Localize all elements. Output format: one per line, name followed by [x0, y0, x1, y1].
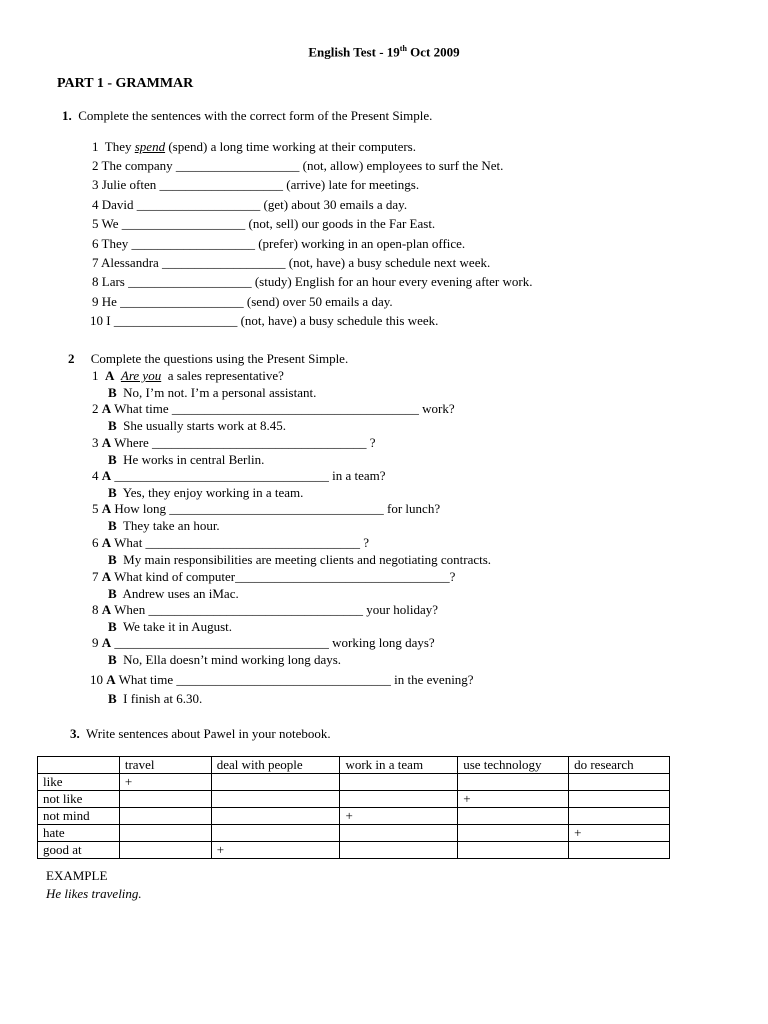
q2-example-b: B No, I’m not. I’m a personal assistant.	[108, 385, 317, 400]
table-header-cell	[38, 757, 120, 774]
table-cell	[119, 842, 211, 859]
table-row	[38, 825, 670, 842]
speaker-a-label: A	[101, 501, 112, 516]
q2-item-answer	[108, 652, 341, 668]
table-row	[38, 808, 670, 825]
table-header-cell: deal with people	[211, 757, 340, 774]
q2-item-b-text: I finish at 6.30.	[123, 691, 203, 706]
table-cell	[458, 774, 569, 791]
q2-item-question	[92, 602, 438, 618]
q2-item-answer	[108, 452, 264, 468]
table-cell	[458, 825, 569, 842]
q2-item-a-text: Where _________________________________ ?	[114, 435, 376, 450]
table-header-cell: use technology	[458, 757, 569, 774]
speaker-a-label: A	[101, 569, 112, 584]
q2-item-question	[92, 435, 376, 451]
q2-item-answer	[108, 691, 202, 707]
q2-item-question	[92, 468, 386, 484]
table-row	[38, 842, 670, 859]
speaker-a-label: A	[101, 401, 112, 416]
q2-item-a-text: How long _________________________________ for lunch?	[114, 501, 441, 516]
speaker-b-label: B	[108, 452, 117, 467]
q2-item-a-text: What time ______________________________________ work?	[114, 401, 455, 416]
speaker-a-label: A	[106, 672, 116, 687]
q2-item-number: 7	[92, 569, 99, 584]
q2-item-number: 3	[92, 435, 99, 450]
speaker-b-label: B	[108, 619, 117, 634]
speaker-a-label: A	[101, 602, 112, 617]
table-cell: +	[211, 842, 340, 859]
q2-item-b-text: She usually starts work at 8.45.	[123, 418, 287, 433]
q2-item-answer	[108, 586, 239, 602]
q1-item: 9 He ___________________ (send) over 50 emails a day.	[92, 293, 393, 309]
q2-item-answer	[108, 485, 303, 501]
q1-item: 5 We ___________________ (not, sell) our goods in the Far East.	[92, 216, 436, 232]
speaker-b-label: B	[108, 552, 117, 567]
q2-item-a-text: When _________________________________ your holiday?	[114, 602, 439, 617]
table-cell	[340, 825, 458, 842]
speaker-b-label: B	[108, 485, 117, 500]
row-label-cell: hate	[38, 825, 120, 842]
speaker-a-label: A	[101, 468, 112, 483]
table-cell: +	[458, 791, 569, 808]
speaker-b-label: B	[108, 691, 117, 706]
example-label: EXAMPLE	[46, 868, 108, 883]
q2-item-number: 2	[92, 401, 99, 416]
table-header-cell: work in a team	[340, 757, 458, 774]
q2-item-question	[92, 401, 455, 417]
table-row	[38, 791, 670, 808]
q2-item-b-text: They take an hour.	[122, 518, 220, 533]
speaker-b-label: B	[108, 418, 117, 433]
q2-item-number: 9	[92, 635, 99, 650]
section-heading: PART 1 - GRAMMAR	[57, 76, 194, 91]
q2-item-number: 4	[92, 468, 99, 483]
q2-item-b-text: We take it in August.	[122, 619, 233, 634]
q2-item-question	[90, 672, 474, 688]
table-cell: +	[119, 774, 211, 791]
q2-item-a-text: _________________________________ in a team?	[114, 468, 386, 483]
q2-item-question	[92, 535, 369, 551]
q1-item: 2 The company ___________________ (not, allow) employees to surf the Net.	[92, 158, 504, 173]
table-cell	[569, 808, 670, 825]
q2-item-answer	[108, 418, 286, 434]
q2-item-b-text: Andrew uses an iMac.	[122, 586, 239, 601]
row-label-cell: not like	[38, 791, 120, 808]
q1-item: 4 David ___________________ (get) about 30 emails a day.	[92, 196, 408, 212]
table-row	[38, 774, 670, 791]
row-label-cell: not mind	[38, 808, 120, 825]
q2-item-answer	[108, 619, 232, 635]
table-cell	[458, 842, 569, 859]
q2-item-a-text: What time _________________________________ in the evening?	[118, 672, 474, 687]
q2-item-number: 8	[92, 602, 99, 617]
speaker-a-label: A	[101, 635, 112, 650]
q1-item: 10 I ___________________ (not, have) a busy schedule this week.	[90, 313, 439, 329]
q2-item-b-text: My main responsibilities are meeting clients and negotiating contracts.	[123, 552, 492, 567]
q2-item-b-text: Yes, they enjoy working in a team.	[122, 485, 304, 500]
q2-item-number: 6	[92, 535, 99, 550]
q2-item-question	[92, 569, 455, 585]
q1-example: 1 They spend (spend) a long time working at their computers.	[92, 139, 416, 154]
q2-item-number: 5	[92, 501, 99, 516]
q2-item-b-text: No, Ella doesn’t mind working long days.	[123, 652, 342, 667]
table-header-cell: do research	[569, 757, 670, 774]
table-cell: +	[340, 808, 458, 825]
page-title: English Test - 19th Oct 2009	[308, 44, 460, 60]
q1-item: 7 Alessandra ___________________ (not, have) a busy schedule next week.	[92, 255, 491, 270]
table-cell	[119, 791, 211, 808]
table-cell	[569, 791, 670, 808]
speaker-b-label: B	[108, 652, 117, 667]
speaker-a-label: A	[101, 535, 112, 550]
q1-item: 6 They ___________________ (prefer) working in an open-plan office.	[92, 235, 466, 251]
table-cell	[569, 842, 670, 859]
table-cell	[340, 774, 458, 791]
table-header-cell: travel	[119, 757, 211, 774]
speaker-b-label: B	[108, 518, 117, 533]
q2-example-a: 1 A Are you a sales representative?	[92, 368, 284, 383]
example-sentence: He likes traveling.	[46, 886, 142, 901]
table-cell	[340, 791, 458, 808]
q2-item-answer	[108, 518, 220, 534]
table-cell	[211, 808, 340, 825]
table-cell	[458, 808, 569, 825]
table-cell	[119, 825, 211, 842]
q1-instruction: 1. Complete the sentences with the correct form of the Present Simple.	[62, 108, 433, 123]
q2-item-a-text: What _________________________________ ?	[114, 535, 370, 550]
q1-item: 8 Lars ___________________ (study) English for an hour every evening after work.	[92, 274, 533, 290]
q2-item-b-text: He works in central Berlin.	[123, 452, 265, 467]
q2-item-a-text: What kind of computer_________________________________?	[114, 569, 456, 584]
q2-item-question	[92, 635, 435, 651]
preferences-table	[37, 756, 670, 859]
table-cell	[211, 791, 340, 808]
q1-item: 3 Julie often ___________________ (arrive) late for meetings.	[92, 177, 420, 193]
q3-instruction: 3. Write sentences about Pawel in your notebook.	[70, 726, 331, 741]
table-cell: +	[569, 825, 670, 842]
table-cell	[340, 842, 458, 859]
q2-item-number: 10	[90, 672, 103, 687]
speaker-a-label: A	[101, 435, 112, 450]
q2-item-a-text: _________________________________ working long days?	[114, 635, 435, 650]
q2-instruction: 2 Complete the questions using the Present Simple.	[68, 351, 349, 366]
row-label-cell: like	[38, 774, 120, 791]
table-cell	[569, 774, 670, 791]
q2-item-question	[92, 501, 440, 517]
table-cell	[119, 808, 211, 825]
table-cell	[211, 825, 340, 842]
row-label-cell: good at	[38, 842, 120, 859]
table-cell	[211, 774, 340, 791]
speaker-b-label: B	[108, 586, 117, 601]
q2-item-answer	[108, 552, 491, 568]
